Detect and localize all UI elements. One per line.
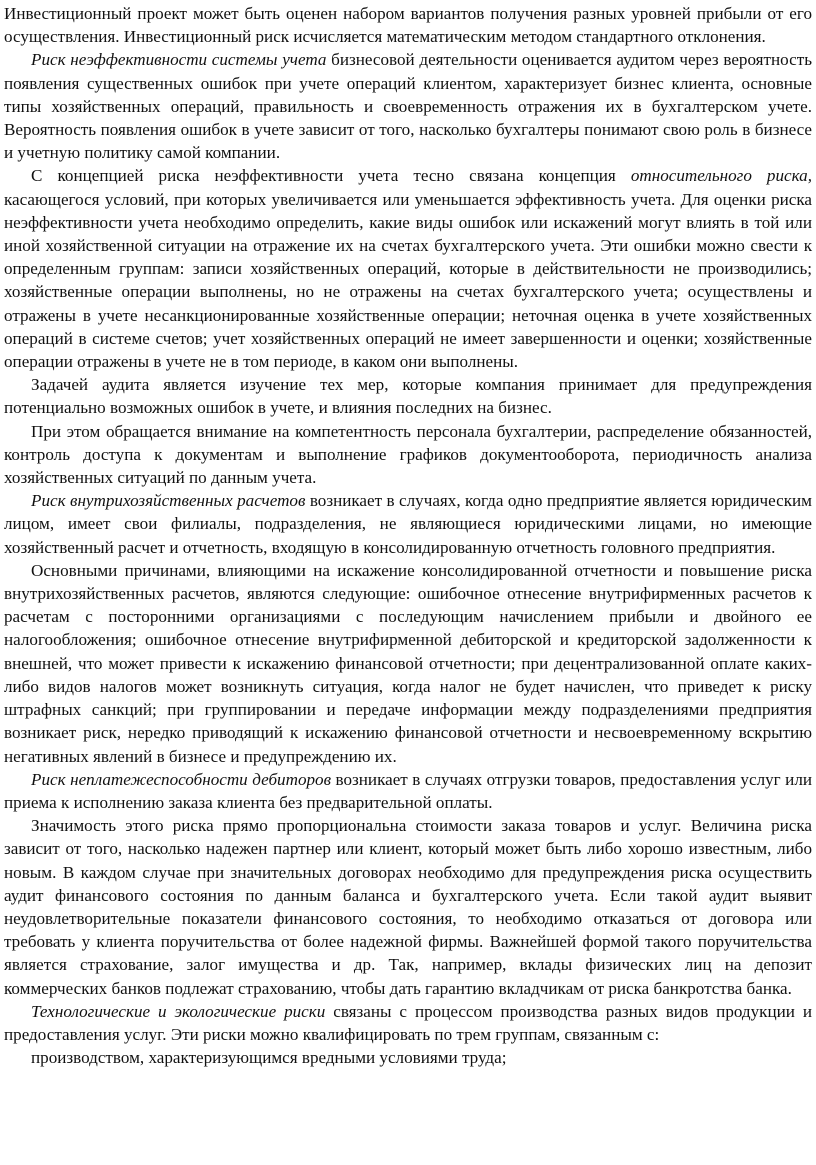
text-run: связаны с процессом производства разных видов продукции и предоставления услуг. Эти риски можно квалифицировать по трем группам, связанным с: [4,1001,812,1044]
italic-term: Риск внутрихозяйственных расчетов [31,491,306,511]
paragraph [4,420,812,490]
text-run: Задачей аудита является изучение тех мер, которые компания принимает для предупреждения потенциально возможных ошибок в учете, и влияния последних на бизнес. [4,375,812,418]
text-run: касающегося условий, при которых увеличивается или уменьшается эффективность учета. Для оценки риска неэффективности учета необходимо определить, какие виды ошибок или искажений могут влиять в той или иной хозяйственной ситуации на отражение их на счетах бухгалтерского учета. Эти ошибки можно свести к определенным группам: записи хозяйственных операций, которые в действительности не производились; хозяйственные операции выполнены, но не отражены на счетах бухгалтерского учета; осуществлены и отражены в учете несанкционированные хозяйственные операции; неточная оценка в учете хозяйственных операций в системе счетов; учет хозяйственных операций не имеет завершенности и оценки; хозяйственные операции отражены в учете не в том периоде, в каком они выполнены. [4,189,812,372]
italic-term: относительного риска, [630,166,812,186]
paragraph [4,373,812,419]
italic-term: Риск неплатежеспособности дебиторов [31,769,332,789]
text-run: С концепцией риска неэффективности учета тесно связана концепция [31,166,631,186]
italic-term: Технологические и экологические риски [31,1001,326,1021]
text-run: Инвестиционный проект может быть оценен набором вариантов получения разных уровней прибыли от его осуществления. Инвестиционный риск исчисляется математическим методом стандартного отклонения. [4,4,812,47]
paragraph [4,559,812,768]
text-run: производством, характеризующимся вредными условиями труда; [31,1048,507,1068]
paragraph [4,2,812,48]
text-run: При этом обращается внимание на компетентность персонала бухгалтерии, распределение обязанностей, контроль доступа к документам и выполнение графиков документооборота, периодичность анализа хозяйственных ситуаций по данным учета. [4,421,812,488]
text-run: бизнесовой деятельности оценивается аудитом через вероятность появления существенных ошибок при учете операций клиентом, характеризует бизнес клиента, основные типы хозяйственных операций, правильность и своевременность отражения их в бухгалтерском учете. Вероятность появления ошибок в учете зависит от того, насколько бухгалтеры понимают свою роль в бизнесе и учетную политику самой компании. [4,50,812,163]
paragraph [4,1000,812,1046]
italic-term: Риск неэффективности системы учета [31,50,327,70]
paragraph [4,489,812,559]
paragraph [4,814,812,1000]
text-run: возникает в случаях, когда одно предприятие является юридическим лицом, имеет свои филиалы, подразделения, не являющиеся юридическими лицами, но имеющие хозяйственный расчет и отчетность, входящую в консолидированную отчетность головного предприятия. [4,491,812,557]
paragraph [4,164,812,373]
paragraph [4,1046,812,1069]
paragraph [4,48,812,164]
text-run: возникает в случаях отгрузки товаров, предоставления услуг или приема к исполнению заказа клиента без предварительной оплаты. [4,769,812,812]
text-run: Основными причинами, влияющими на искажение консолидированной отчетности и повышение риска внутрихозяйственных расчетов, являются следующие: ошибочное отнесение внутрифирменных расчетов к расчетам с посторонними организациями с последующим начислением прибыли и двойного ее налогообложения; ошибочное отнесение внутрифирменной дебиторской и кредиторской задолженности к внешней, что может привести к искажению финансовой отчетности; при децентрализованной оплате каких-либо видов налогов может возникнуть ситуация, когда налог не будет начислен, что приведет к риску штрафных санкций; при группировании и передаче информации между подразделениями предприятия возникает риск, нередко приводящий к искажению финансовой отчетности и несвоевременному вскрытию негативных явлений в бизнесе и предупреждению их. [4,560,812,766]
paragraph [4,768,812,814]
text-run: Значимость этого риска прямо пропорциональна стоимости заказа товаров и услуг. Величина риска зависит от того, насколько надежен партнер или клиент, который может быть либо хорошо известным, либо новым. В каждом случае при значительных договорах необходимо для предупреждения риска осуществить аудит финансового состояния по данным баланса и бухгалтерского учета. Если такой аудит выявит неудовлетворительные показатели финансового состояния, то необходимо отказаться от договора или требовать у клиента поручительства от более надежной фирмы. Важнейшей формой такого поручительства является страхование, залог имущества и др. Так, например, вклады физических лиц на депозит коммерческих банков подлежат страхованию, чтобы дать гарантию вкладчикам от риска банкротства банка. [4,816,812,998]
